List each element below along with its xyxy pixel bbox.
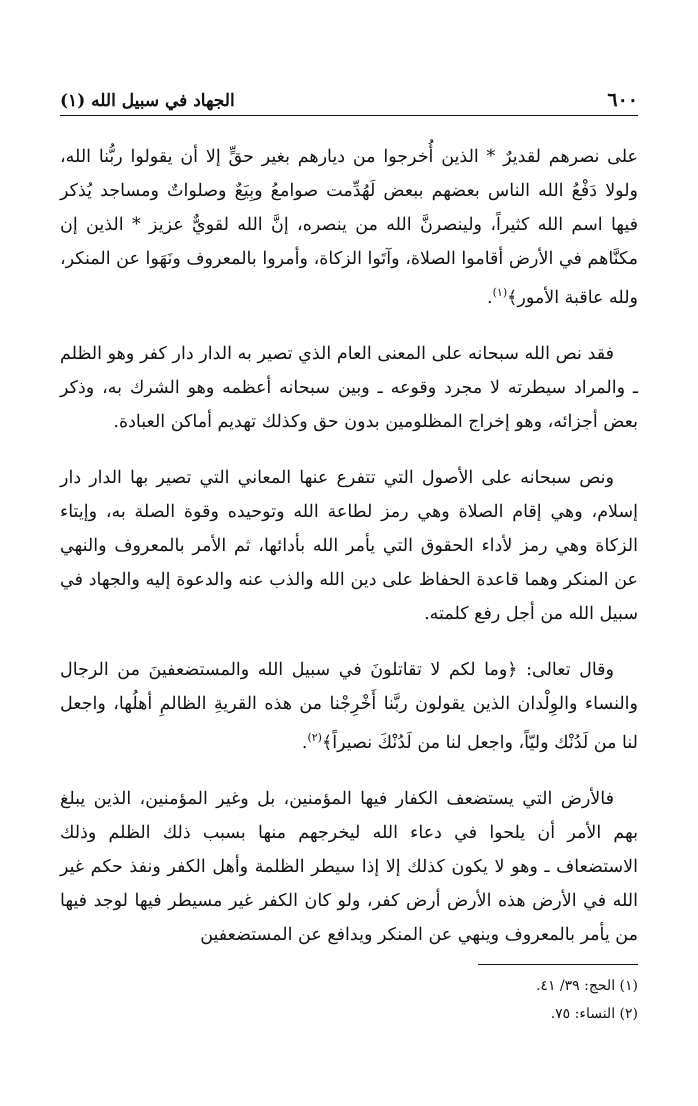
paragraph-5-text: فالأرض التي يستضعف الكفار فيها المؤمنين، بل وغير المؤمنين، الذين يبلغ بهم الأمر أن يلحوا في دعاء الله ليخرجهم منها بسبب ذلك الظلم وذلك الاستضعاف ـ وهو لا يكون كذلك إلا إذا سيطر الظلمة وأهل الكفر ونفذ حكم غير الله في الأرض هذه الأرض أرض كفر، ولو كان الكفر غير مسيطر فيها لوجد فيها من يأمر بالمعروف وينهي عن المنكر ويدافع عن المستضعفين (60, 788, 638, 945)
page-header (60, 88, 638, 116)
paragraph-3-text: ونص سبحانه على الأصول التي تتفرع عنها المعاني التي تصير بها الدار دار إسلام، وهي إقام الصلاة وهي رمز لطاعة الله وتوحيده وقوة الصلة به، وإيتاء الزكاة وهي رمز لأداء الحقوق التي يأمر الله بأدائها، ثم الأمر بالمعروف والنهي عن المنكر وهما قاعدة الحفاظ على دين الله والذب عنه والدعوة إليه والجهاد في سبيل الله من أجل رفع كلمته. (60, 467, 638, 624)
paragraph-4-tail: . (301, 732, 308, 753)
paragraph-4-text: وقال تعالى: ﴿وما لكم لا تقاتلونَ في سبيل الله والمستضعفينَ من الرجال والنساء والوِلْدان الذين يقولون ربَّنا أَخْرِجْنا من هذه القريةِ الظالمِ أهلُها، واجعل لنا من لَدُنْك وليّاً، واجعل لنا من لَدُنْكَ نصيراً﴾ (60, 659, 638, 753)
running-title: الجهاد في سبيل الله (١) (60, 91, 235, 111)
page-number: ٦٠٠ (607, 89, 638, 111)
footnote-separator (478, 964, 638, 965)
paragraph-3 (60, 461, 638, 631)
paragraph-4 (60, 653, 638, 760)
paragraph-5 (60, 782, 638, 952)
page-body (60, 140, 638, 974)
footnote-1: (١) الحج: ٣٩/ ٤١. (535, 978, 638, 994)
paragraph-1-text: على نصرهم لقديرٌ * الذين أُخرجوا من ديارهم بغير حقٍّ إلا أن يقولوا ربُّنا الله، ولولا دَفْعُ الله الناس بعضهم ببعض لَهُدِّمت صوامعُ وبِيَعٌ وصلواتٌ ومساجد يُذكر فيها اسم الله كثيراً، ولينصرنَّ الله من ينصره، إنَّ الله لقويٌّ عزيز * الذين إن مكنَّاهم في الأرض أقاموا الصلاة، وآتَوا الزكاة، وأمروا بالمعروف ونَهَوا عن المنكر، ولله عاقبة الأمور﴾ (60, 147, 638, 308)
paragraph-2 (60, 337, 638, 439)
book-page (60, 0, 638, 1106)
footnote-2: (٢) النساء: ٧٥. (550, 1006, 638, 1022)
paragraph-1 (60, 140, 638, 315)
footnote-ref-1: (١) (492, 286, 508, 299)
footnote-ref-2: (٢) (307, 730, 322, 744)
footnotes (60, 972, 638, 1028)
paragraph-1-tail: . (487, 287, 493, 308)
paragraph-2-text: فقد نص الله سبحانه على المعنى العام الذي تصير به الدار دار كفر وهو الظلم ـ والمراد سيطرته لا مجرد وقوعه ـ وبين سبحانه أعظمه وهو الشرك به، وذكر بعض أجزائه، وهو إخراج المظلومين بدون حق وكذلك تهديم أماكن العبادة. (60, 343, 638, 432)
